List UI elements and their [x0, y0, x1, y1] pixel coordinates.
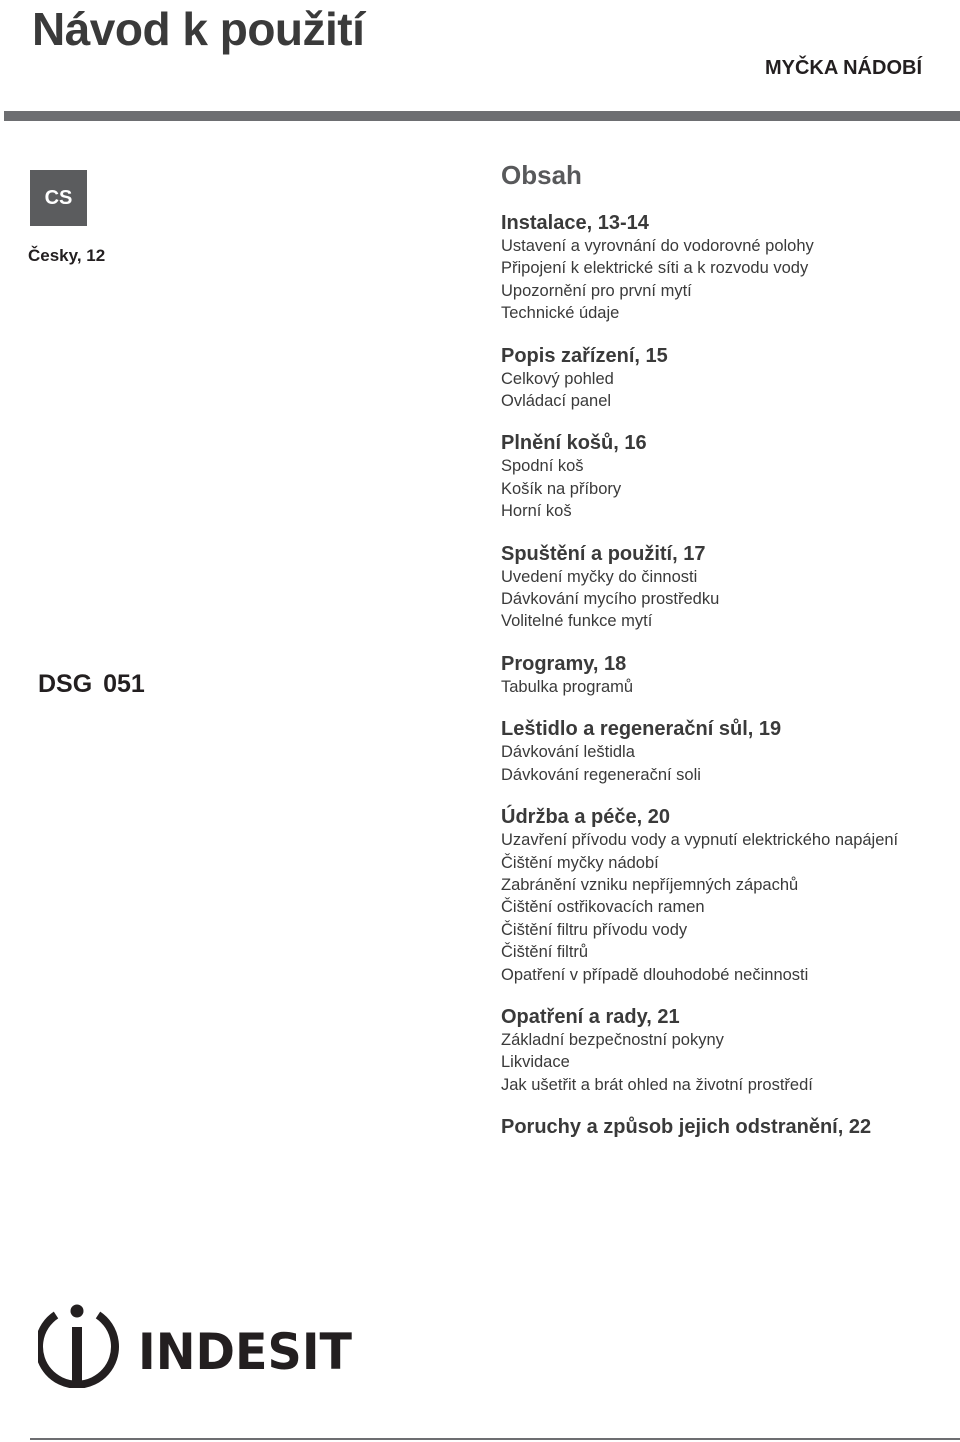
toc-item[interactable]: Košík na příbory: [501, 479, 622, 498]
model-number: DSG 051: [38, 670, 145, 698]
language-link[interactable]: Česky, 12: [28, 246, 106, 265]
toc-item[interactable]: Dávkování regenerační soli: [501, 765, 701, 784]
toc-section: [501, 542, 956, 633]
toc-section-title[interactable]: Programy, 18: [501, 652, 627, 675]
toc-section-title[interactable]: Poruchy a způsob jejich odstranění, 22: [501, 1116, 872, 1139]
toc-item[interactable]: Tabulka programů: [501, 677, 634, 696]
toc-section: [501, 344, 956, 413]
toc-section: [501, 211, 956, 325]
toc-item[interactable]: Volitelné funkce mytí: [501, 612, 653, 631]
brand-wordmark: INDESIT: [138, 1323, 352, 1381]
toc-item[interactable]: Likvidace: [501, 1053, 570, 1072]
toc-heading: Obsah: [501, 160, 582, 190]
toc-item[interactable]: Čištění filtru přívodu vody: [501, 920, 688, 939]
toc-item[interactable]: Upozornění pro první mytí: [501, 281, 692, 300]
toc-section-items: [501, 741, 956, 786]
toc-section: [501, 805, 956, 986]
footer-divider: [30, 1438, 960, 1440]
toc-section-items: [501, 455, 956, 522]
toc-section-title[interactable]: Leštidlo a regenerační sůl, 19: [501, 718, 782, 741]
toc-sections: [501, 211, 956, 1139]
toc-item[interactable]: Ovládací panel: [501, 392, 612, 411]
toc-section-items: [501, 1029, 956, 1096]
toc-item[interactable]: Spodní koš: [501, 457, 584, 476]
toc-item[interactable]: Připojení k elektrické síti a k rozvodu vody: [501, 259, 809, 278]
toc-item[interactable]: Technické údaje: [501, 304, 620, 323]
toc-section: [501, 1005, 956, 1096]
header-divider: [4, 111, 960, 121]
toc-item[interactable]: Zabránění vzniku nepříjemných zápachů: [501, 875, 799, 894]
toc-section-title[interactable]: Instalace, 13-14: [501, 212, 649, 234]
toc-section: [501, 717, 956, 786]
toc-section-title[interactable]: Plnění košů, 16: [501, 432, 647, 455]
toc-item[interactable]: Horní koš: [501, 502, 572, 521]
toc-section-items: [501, 368, 956, 413]
toc-item[interactable]: Dávkování leštidla: [501, 743, 635, 762]
toc-item[interactable]: Ustavení a vyrovnání do vodorovné polohy: [501, 237, 814, 255]
toc-section-items: [501, 566, 956, 633]
product-type: MYČKA NÁDOBÍ: [764, 57, 922, 79]
toc-section-items: [501, 235, 956, 325]
language-badge: CS: [30, 170, 87, 226]
toc-item[interactable]: Celkový pohled: [501, 369, 614, 388]
toc-item[interactable]: Dávkování mycího prostředku: [501, 590, 720, 609]
toc-item[interactable]: Uzavření přívodu vody a vypnutí elektrického napájení: [501, 831, 899, 850]
toc-item[interactable]: Uvedení myčky do činnosti: [501, 567, 698, 586]
toc-item[interactable]: Jak ušetřit a brát ohled na životní prostředí: [501, 1075, 813, 1094]
toc-section-title[interactable]: Údržba a péče, 20: [501, 806, 670, 829]
toc-item[interactable]: Čištění filtrů: [501, 943, 589, 962]
toc-item[interactable]: Čištění myčky nádobí: [501, 853, 659, 872]
indesit-circle-i-icon: [39, 1305, 115, 1385]
indesit-logo: [38, 1303, 358, 1388]
toc-section: [501, 652, 956, 698]
toc-item[interactable]: Opatření v případě dlouhodobé nečinnosti: [501, 965, 809, 984]
toc-section-items: [501, 676, 956, 698]
toc-section-title[interactable]: Spuštění a použití, 17: [501, 542, 706, 565]
toc-section-title[interactable]: Popis zařízení, 15: [501, 344, 668, 367]
toc-section: [501, 431, 956, 522]
toc-item[interactable]: Základní bezpečnostní pokyny: [501, 1030, 724, 1049]
document-title: Návod k použití: [32, 3, 365, 55]
toc-section: [501, 1115, 956, 1139]
toc-section-title[interactable]: Opatření a rady, 21: [501, 1005, 680, 1028]
table-of-contents: [501, 160, 956, 1158]
toc-section-items: [501, 829, 956, 986]
toc-item[interactable]: Čištění ostřikovacích ramen: [501, 898, 705, 917]
